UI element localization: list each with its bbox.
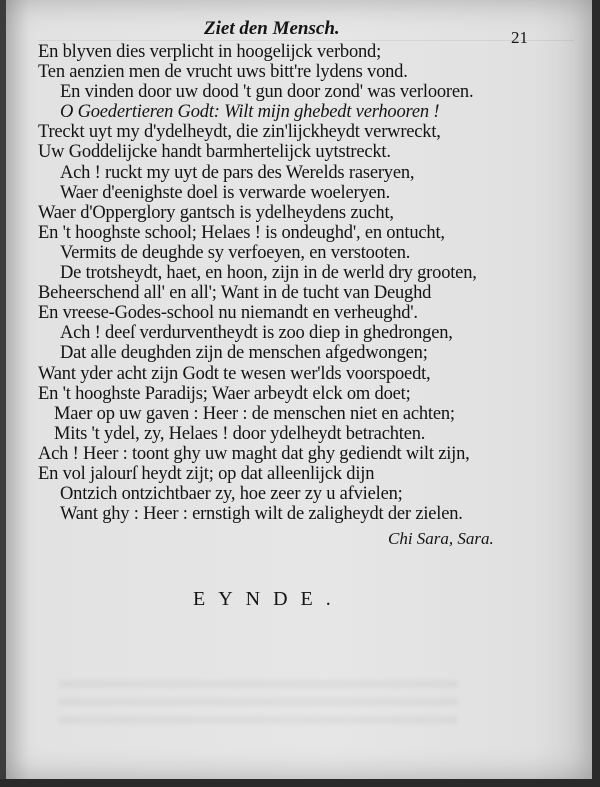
poem-line: De trotsheydt, haet, en hoon, zijn in de werld dry grooten,	[60, 263, 477, 284]
poem-line: Ten aenzien men de vrucht uws bitt're lydens vond.	[38, 62, 408, 83]
poem-line: Waer d'eenighste doel is verwarde woeleryen.	[60, 182, 391, 203]
page-edge-bottom	[0, 779, 600, 787]
signature-motto: Chi Sara, Sara.	[388, 529, 494, 548]
poem-line: En 't hooghste school; Helaes ! is ondeughd', en ontucht,	[38, 222, 445, 243]
header-rule	[38, 40, 574, 41]
poem-line: Ach ! ruckt my uyt de pars des Werelds raseryen,	[60, 162, 415, 183]
poem-line: Want ghy : Heer : ernstigh wilt de zaligheydt der zielen.	[60, 504, 463, 525]
poem-line: En blyven dies verplicht in hoogelijck verbond;	[38, 42, 382, 62]
poem-line: Dat alle deughden zijn de menschen afgedwongen;	[60, 343, 428, 364]
poem-line: Treckt uyt my d'ydelheydt, die zin'lijckheydt verwreckt,	[38, 122, 441, 143]
show-through-texture	[58, 680, 458, 730]
running-title: Ziet den Mensch.	[204, 18, 340, 39]
poem-line: Mits 't ydel, zy, Helaes ! door ydelheydt betrachten.	[54, 423, 426, 444]
book-page	[6, 0, 592, 779]
poem-line: O Goedertieren Godt: Wilt mijn ghebedt verhooren !	[60, 102, 440, 123]
poem-line: En 't hooghste Paradijs; Waer arbeydt elck om doet;	[38, 383, 411, 404]
poem-line: En vreese-Godes-school nu niemandt en verheughd'.	[38, 303, 418, 324]
finis-heading: EYNDE.	[193, 588, 344, 610]
poem-line: Vermits de deughde sy verfoeyen, en verstooten.	[60, 242, 411, 263]
poem	[6, 42, 592, 524]
poem-line: Uw Goddelijcke handt barmhertelijck uytstreckt.	[38, 142, 391, 163]
poem-line: Maer op uw gaven : Heer : de menschen niet en achten;	[54, 403, 455, 424]
page-edge-right	[592, 0, 600, 787]
poem-line: En vol jalourſ heydt zijt; op dat alleenlijck dijn	[38, 463, 375, 484]
poem-line: Beheerschend all' en all'; Want in de tucht van Deughd	[38, 283, 432, 304]
page-number: 21	[511, 28, 528, 47]
poem-line: Waer d'Opperglory gantsch is ydelheydens zucht,	[38, 202, 394, 223]
poem-line: Want yder acht zijn Godt te wesen wer'lds voorspoedt,	[38, 363, 431, 384]
poem-line: En vinden door uw dood 't gun door zond' was verlooren.	[60, 82, 474, 103]
poem-line: Ach ! Heer : toont ghy uw maght dat ghy gediendt wilt zijn,	[38, 443, 470, 464]
poem-line: Ontzich ontzichtbaer zy, hoe zeer zy u afvielen;	[60, 484, 403, 505]
poem-line: Ach ! deeſ verdurventheydt is zoo diep in ghedrongen,	[60, 323, 453, 344]
